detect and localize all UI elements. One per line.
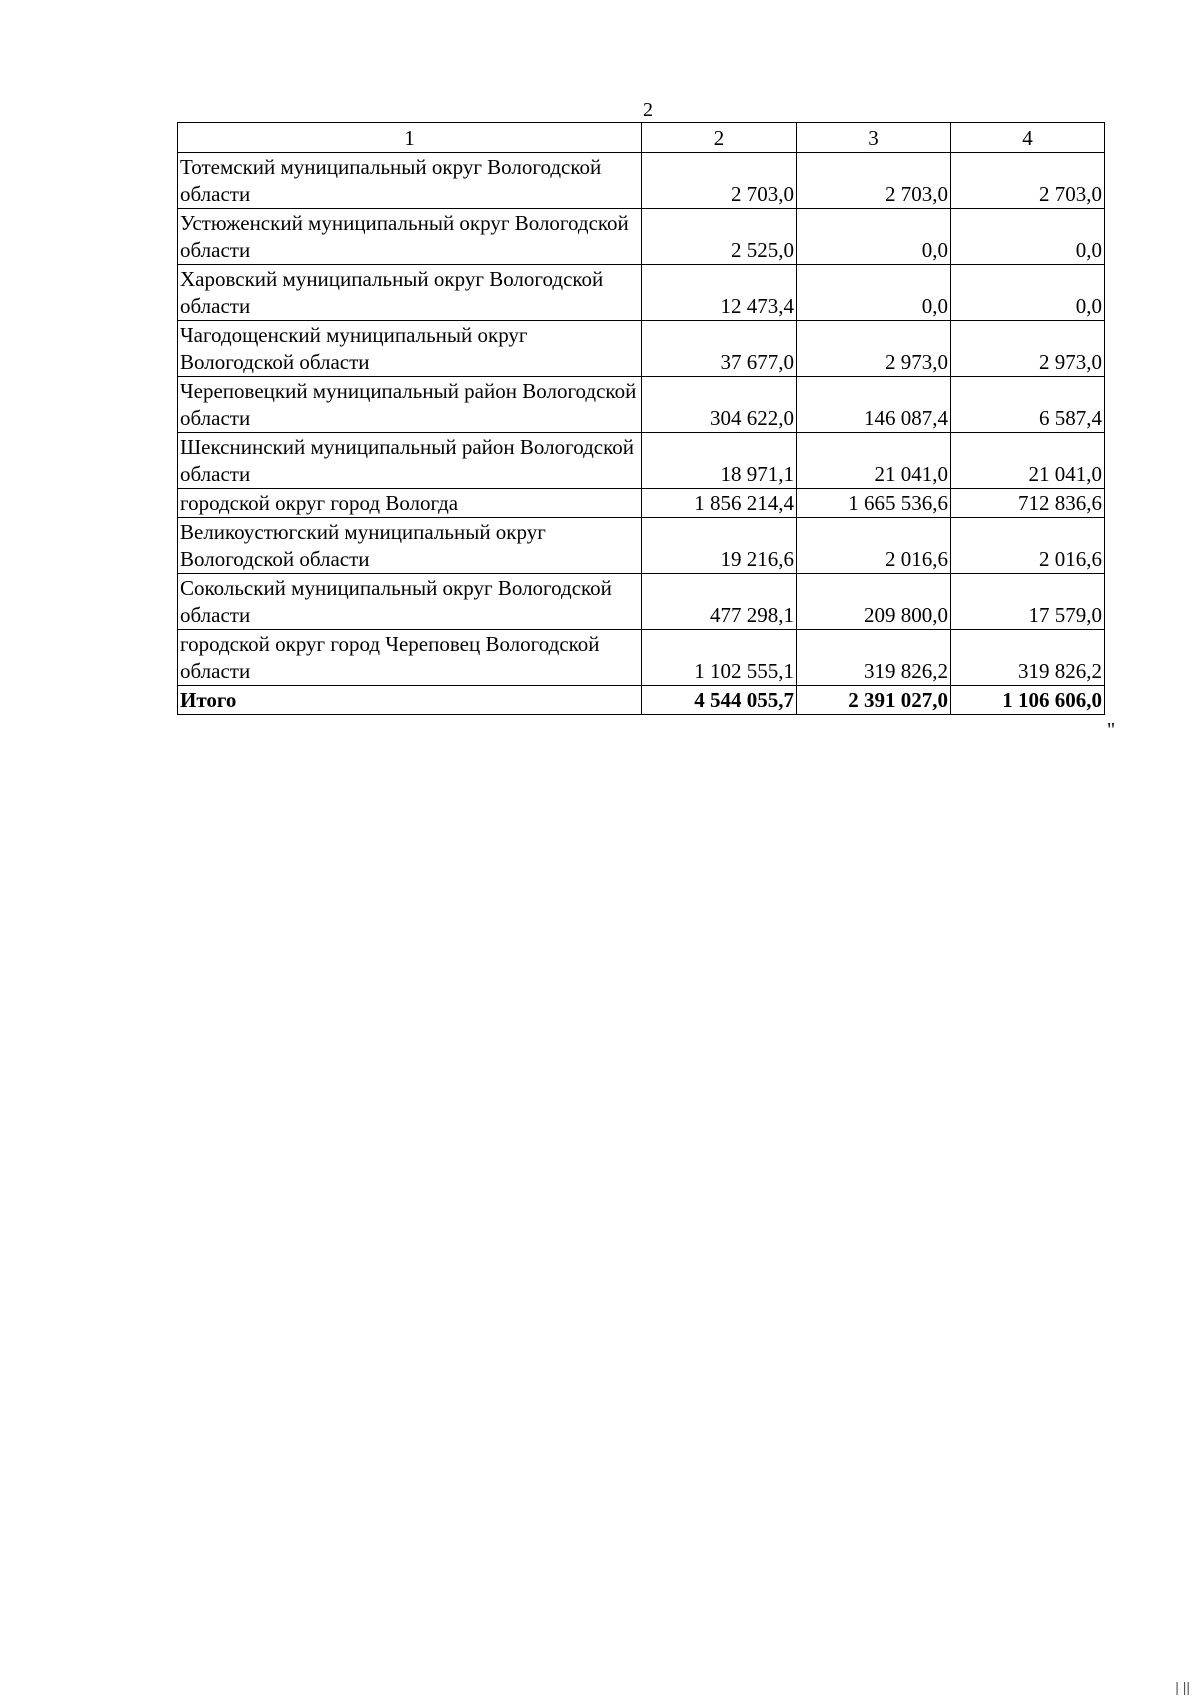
row-name: Великоустюгский муниципальный округ Вологодской области (178, 518, 642, 574)
total-label: Итого (178, 686, 642, 715)
row-value-col4: 21 041,0 (951, 433, 1105, 489)
row-value-col2: 2 525,0 (642, 209, 797, 265)
table-row (178, 265, 1105, 321)
row-value-col4: 6 587,4 (951, 377, 1105, 433)
row-name: Череповецкий муниципальный район Вологодской области (178, 377, 642, 433)
table-row (178, 153, 1105, 209)
table-row (178, 321, 1105, 377)
row-value-col3: 1 665 536,6 (797, 489, 951, 518)
page-number: 2 (643, 99, 653, 121)
table-header-row (178, 123, 1105, 153)
column-header-2: 2 (642, 123, 797, 153)
row-value-col2: 1 102 555,1 (642, 630, 797, 686)
row-value-col3: 21 041,0 (797, 433, 951, 489)
row-value-col2: 477 298,1 (642, 574, 797, 630)
row-value-col3: 2 703,0 (797, 153, 951, 209)
total-value-col3: 2 391 027,0 (797, 686, 951, 715)
row-name: Чагодощенский муниципальный округ Вологодской области (178, 321, 642, 377)
row-value-col2: 19 216,6 (642, 518, 797, 574)
table-row (178, 518, 1105, 574)
row-value-col4: 712 836,6 (951, 489, 1105, 518)
row-value-col2: 304 622,0 (642, 377, 797, 433)
row-value-col3: 146 087,4 (797, 377, 951, 433)
row-value-col4: 0,0 (951, 265, 1105, 321)
row-value-col3: 319 826,2 (797, 630, 951, 686)
budget-table (177, 122, 1105, 715)
row-name: Шекснинский муниципальный район Вологодской области (178, 433, 642, 489)
row-value-col4: 2 703,0 (951, 153, 1105, 209)
row-value-col3: 0,0 (797, 265, 951, 321)
column-header-1: 1 (178, 123, 642, 153)
row-value-col3: 0,0 (797, 209, 951, 265)
table-row (178, 377, 1105, 433)
row-name: Сокольский муниципальный округ Вологодской области (178, 574, 642, 630)
row-name: городской округ город Череповец Вологодской области (178, 630, 642, 686)
table-row (178, 209, 1105, 265)
scan-edge-mark: | || (1175, 1679, 1190, 1695)
total-value-col2: 4 544 055,7 (642, 686, 797, 715)
total-value-col4: 1 106 606,0 (951, 686, 1105, 715)
table-row (178, 489, 1105, 518)
column-header-3: 3 (797, 123, 951, 153)
row-value-col4: 0,0 (951, 209, 1105, 265)
row-value-col4: 17 579,0 (951, 574, 1105, 630)
row-value-col2: 1 856 214,4 (642, 489, 797, 518)
table-row (178, 433, 1105, 489)
column-header-4: 4 (951, 123, 1105, 153)
row-value-col3: 2 973,0 (797, 321, 951, 377)
row-value-col2: 2 703,0 (642, 153, 797, 209)
row-value-col4: 2 973,0 (951, 321, 1105, 377)
row-name: Тотемский муниципальный округ Вологодской области (178, 153, 642, 209)
row-value-col3: 2 016,6 (797, 518, 951, 574)
row-name: городской округ город Вологда (178, 489, 642, 518)
row-value-col2: 37 677,0 (642, 321, 797, 377)
row-value-col4: 319 826,2 (951, 630, 1105, 686)
total-row (178, 686, 1105, 715)
table-row (178, 630, 1105, 686)
row-value-col2: 18 971,1 (642, 433, 797, 489)
row-value-col2: 12 473,4 (642, 265, 797, 321)
row-name: Устюженский муниципальный округ Вологодской области (178, 209, 642, 265)
table-row (178, 574, 1105, 630)
closing-quote: " (1107, 719, 1116, 741)
row-name: Харовский муниципальный округ Вологодской области (178, 265, 642, 321)
row-value-col3: 209 800,0 (797, 574, 951, 630)
row-value-col4: 2 016,6 (951, 518, 1105, 574)
